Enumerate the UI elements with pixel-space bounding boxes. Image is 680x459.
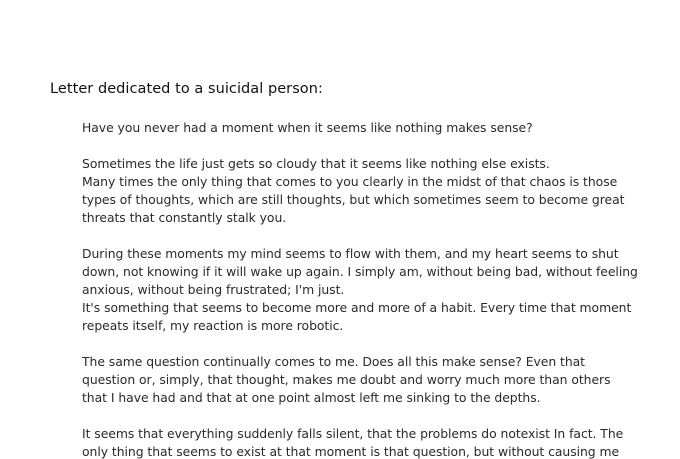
text-line: Many times the only thing that comes to you clearly in the midst of that chaos is those xyxy=(82,174,618,189)
text-line: threats that constantly stalk you. xyxy=(82,210,287,225)
paragraph-4 xyxy=(82,353,622,407)
text-line: down, not knowing if it will wake up again. I simply am, without being bad, without feeling xyxy=(82,264,638,279)
paragraph-gap xyxy=(82,227,622,245)
text-line: The same question continually comes to me. Does all this make sense? Even that xyxy=(82,354,585,369)
text-line: question or, simply, that thought, makes me doubt and worry much more than others xyxy=(82,372,611,387)
text-line: only thing that seems to exist at that moment is that question, but without causing me xyxy=(82,444,620,459)
paragraph-5 xyxy=(82,425,622,459)
text-line: types of thoughts, which are still thoughts, but which sometimes seem to become great xyxy=(82,192,625,207)
text-line: It seems that everything suddenly falls silent, that the problems do notexist In fact. The xyxy=(82,426,624,441)
text-line: During these moments my mind seems to flow with them, and my heart seems to shut xyxy=(82,246,619,261)
paragraph-3 xyxy=(82,245,638,335)
letter-body xyxy=(82,119,638,459)
paragraph-gap xyxy=(82,137,622,155)
text-line: Have you never had a moment when it seems like nothing makes sense? xyxy=(82,120,533,135)
letter-title: Letter dedicated to a suicidal person: xyxy=(50,81,323,97)
paragraph-1 xyxy=(82,119,622,137)
text-line: anxious, without being frustrated; I'm just. xyxy=(82,282,345,297)
text-line: It's something that seems to become more and more of a habit. Every time that moment xyxy=(82,300,632,315)
text-line: Sometimes the life just gets so cloudy that it seems like nothing else exists. xyxy=(82,156,550,171)
paragraph-gap xyxy=(82,335,622,353)
text-line: that I have had and that at one point almost left me sinking to the depths. xyxy=(82,390,541,405)
paragraph-2 xyxy=(82,155,625,227)
text-line: repeats itself, my reaction is more robotic. xyxy=(82,318,344,333)
paragraph-gap xyxy=(82,407,622,425)
